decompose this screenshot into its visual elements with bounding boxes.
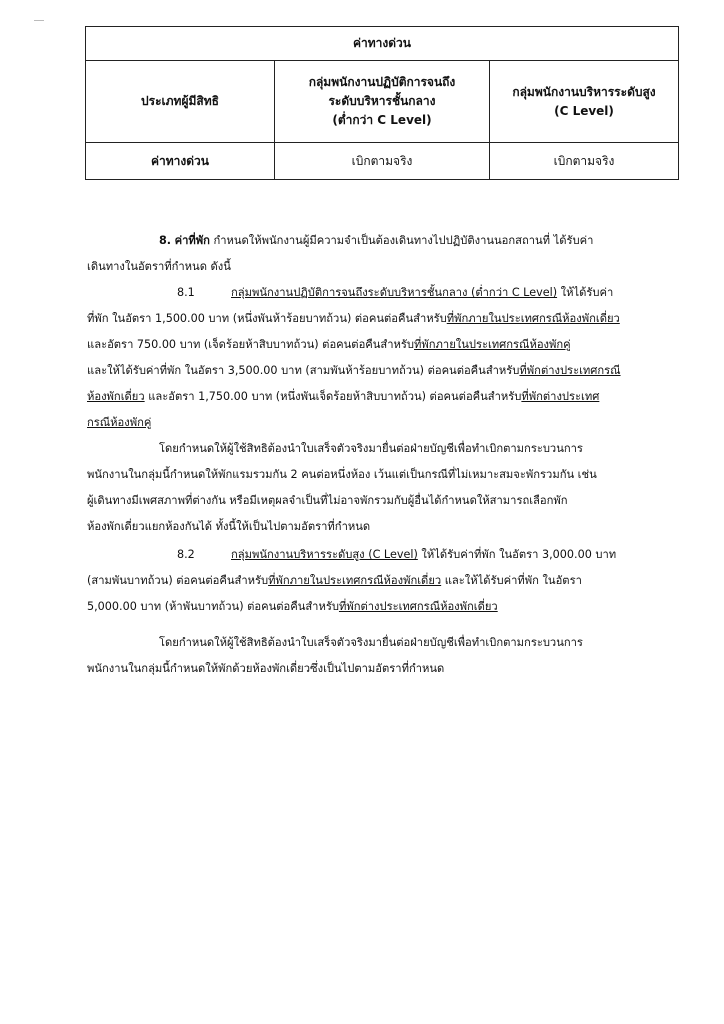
s81-l5-underlined-2: ที่พักต่างประเทศ xyxy=(521,390,600,403)
s81-l5-text: และอัตรา 1,750.00 บาท (หนึ่งพันเจ็ดร้อยห้าสิบบาทถ้วน) ต่อคนต่อคืนสำหรับ xyxy=(144,390,522,403)
s82-l3-underlined: ที่พักต่างประเทศกรณีห้องพักเดี่ยว xyxy=(338,600,498,613)
header-col3-line2: (C Level) xyxy=(554,103,614,118)
expressway-fee-table xyxy=(85,26,679,180)
section-8-line2: เดินทางในอัตราที่กำหนด ดังนี้ xyxy=(87,260,231,273)
header-col3-line1: กลุ่มพนักงานบริหารระดับสูง xyxy=(512,84,656,99)
section-8-2-note xyxy=(87,630,679,682)
section-8-1-note xyxy=(87,436,679,540)
s81-note-line1: โดยกำหนดให้ผู้ใช้สิทธิต้องนำใบเสร็จตัวจริงมายื่นต่อฝ่ายบัญชีเพื่อทำเบิกตามกระบวนการ xyxy=(159,442,583,455)
section-8-1-l1-tail: ให้ได้รับค่า xyxy=(557,286,614,299)
s81-l3-text: และอัตรา 750.00 บาท (เจ็ดร้อยห้าสิบบาทถ้วน) ต่อคนต่อคืนสำหรับ xyxy=(87,338,415,351)
s81-l4-text: และให้ได้รับค่าที่พัก ในอัตรา 3,500.00 บาท (สามพันห้าร้อยบาทถ้วน) ต่อคนต่อคืนสำหรับ xyxy=(87,364,520,377)
section-8-number: 8. xyxy=(159,234,172,247)
section-8-paragraph xyxy=(87,228,679,280)
s81-note-line4: ห้องพักเดี่ยวแยกห้องกันได้ ทั้งนี้ให้เป็นไปตามอัตราที่กำหนด xyxy=(87,520,371,533)
section-8-1-paragraph xyxy=(87,280,679,436)
s82-l2-tail: และให้ได้รับค่าที่พัก ในอัตรา xyxy=(441,574,582,587)
s81-l2-text: ที่พัก ในอัตรา 1,500.00 บาท (หนึ่งพันห้าร้อยบาทถ้วน) ต่อคนต่อคืนสำหรับ xyxy=(87,312,447,325)
s81-l5-underlined: ห้องพักเดี่ยว xyxy=(87,390,145,403)
s82-l3-text: 5,000.00 บาท (ห้าพันบาทถ้วน) ต่อคนต่อคืนสำหรับ xyxy=(87,600,339,613)
s81-l4-underlined: ที่พักต่างประเทศกรณี xyxy=(519,364,621,377)
s81-note-line3: ผู้เดินทางมีเพศสภาพที่ต่างกัน หรือมีเหตุผลจำเป็นที่ไม่อาจพักรวมกับผู้อื่นได้กำหนดให้สามารถเลือกพัก xyxy=(87,494,568,507)
section-8-2-number: 8.2 xyxy=(177,548,195,561)
scan-artifact xyxy=(34,20,44,21)
section-8-2-l1-tail: ให้ได้รับค่าที่พัก ในอัตรา 3,000.00 บาท xyxy=(417,548,617,561)
s81-l3-underlined: ที่พักภายในประเทศกรณีห้องพักคู่ xyxy=(414,338,571,351)
section-8-2-group: กลุ่มพนักงานบริหารระดับสูง (C Level) xyxy=(231,548,418,561)
section-8-1-number: 8.1 xyxy=(177,286,195,299)
s82-l2-underlined: ที่พักภายในประเทศกรณีห้องพักเดี่ยว xyxy=(268,574,442,587)
header-eligible-type: ประเภทผู้มีสิทธิ xyxy=(86,61,275,143)
header-col2-line3: (ต่ำกว่า C Level) xyxy=(332,113,432,127)
section-8-2-paragraph xyxy=(87,542,679,620)
section-8-line1: กำหนดให้พนักงานผู้มีความจำเป็นต้องเดินทางไปปฏิบัติงานนอกสถานที่ ได้รับค่า xyxy=(209,234,594,247)
s82-l2-text: (สามพันบาทถ้วน) ต่อคนต่อคืนสำหรับ xyxy=(87,574,269,587)
header-executive-group xyxy=(490,61,679,143)
row-label: ค่าทางด่วน xyxy=(86,143,275,180)
section-8-heading: ค่าที่พัก xyxy=(174,234,210,247)
s81-note-line2: พนักงานในกลุ่มนี้กำหนดให้พักแรมรวมกัน 2 คนต่อหนึ่งห้อง เว้นแต่เป็นกรณีที่ไม่เหมาะสมจะพักรวมกัน เช่น xyxy=(87,468,597,481)
header-col2-line1: กลุ่มพนักงานปฏิบัติการจนถึง xyxy=(308,75,456,89)
header-col2-line2: ระดับบริหารชั้นกลาง xyxy=(328,94,436,108)
s81-l6-underlined: กรณีห้องพักคู่ xyxy=(87,416,152,429)
row-executive-value: เบิกตามจริง xyxy=(490,143,679,180)
s81-l2-underlined: ที่พักภายในประเทศกรณีห้องพักเดี่ยว xyxy=(446,312,620,325)
s82-note-line2: พนักงานในกลุ่มนี้กำหนดให้พักด้วยห้องพักเดี่ยวซึ่งเป็นไปตามอัตราที่กำหนด xyxy=(87,662,445,675)
row-operational-value: เบิกตามจริง xyxy=(275,143,490,180)
s82-note-line1: โดยกำหนดให้ผู้ใช้สิทธิต้องนำใบเสร็จตัวจริงมายื่นต่อฝ่ายบัญชีเพื่อทำเบิกตามกระบวนการ xyxy=(159,636,583,649)
section-8-1-group: กลุ่มพนักงานปฏิบัติการจนถึงระดับบริหารชั้นกลาง (ต่ำกว่า C Level) xyxy=(231,286,558,299)
header-operational-group xyxy=(275,61,490,143)
table-title: ค่าทางด่วน xyxy=(86,27,679,61)
